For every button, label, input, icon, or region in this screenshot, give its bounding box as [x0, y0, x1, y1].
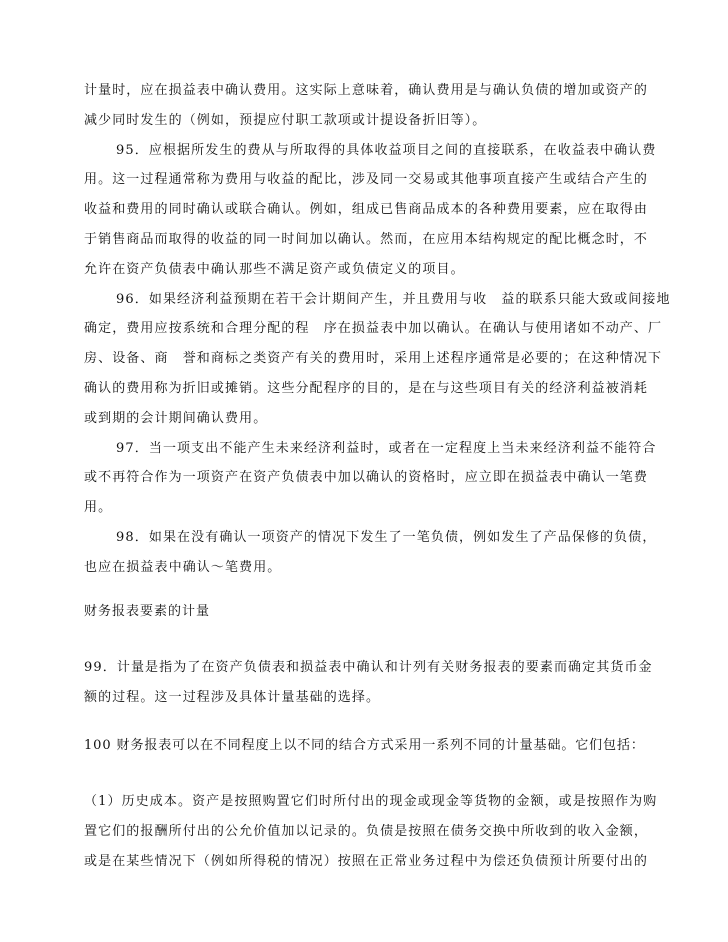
text-line: 于销售商品而取得的收益的同一时间加以确认。然而，在应用本结构规定的配比概念时，不: [84, 231, 649, 247]
text-line: 计量时，应在损益表中确认费用。这实际上意味着，确认费用是与确认负债的增加或资产的: [84, 83, 649, 98]
text-line: 置它们的报酬所付出的公允价值加以记录的。负债是按照在债务交换中所收到的收入金额，: [84, 823, 649, 839]
paragraph-97-line: 97．当一项支出不能产生未来经济利益时，或者在一定程度上当未来经济利益不能符合: [116, 440, 657, 456]
paragraph-95-line: 95．应根据所发生的费从与所取得的具体收益项目之间的直接联系，在收益表中确认费: [116, 142, 657, 158]
text-line: 也应在损益表中确认～笔费用。: [84, 559, 282, 575]
text-line: 允许在资产负债表中确认那些不满足资产或负债定义的项目。: [84, 261, 465, 277]
text-line: 额的过程。这一过程涉及具体计量基础的选择。: [84, 689, 381, 705]
text-line: 或是在某些情况下（例如所得税的情况）按照在正常业务过程中为偿还负债预计所要付出的: [84, 853, 649, 869]
text-line: 确认的费用称为折旧或摊销。这些分配程序的目的，是在与这些项目有关的经济利益被消耗: [84, 380, 649, 396]
text-line: 收益和费用的同时确认或联合确认。例如，组成已售商品成本的各种费用要素，应在取得由: [84, 202, 649, 218]
paragraph-100: [84, 731, 644, 761]
text-line: 确定，费用应按系统和合理分配的程 序在损益表中加以确认。在确认与使用诸如不动产、厂: [84, 321, 663, 337]
text-line: 99．计量是指为了在资产负债表和损益表中确认和计列有关财务报表的要素而确定其货币金: [84, 660, 653, 675]
paragraph-96-line: 96．如果经济利益预期在若干会计期间产生，并且费用与收 益的联系只能大致或间接地: [116, 291, 671, 307]
text-line: 房、设备、商 誉和商标之类资产有关的费用时，采用上述程序通常是必要的；在这种情况下: [84, 351, 663, 367]
section-heading-block: [84, 597, 644, 627]
paragraph-99: [84, 653, 653, 713]
paragraph-100-item-1: [84, 787, 658, 876]
text-line: 或不再符合作为一项资产在资产负债表中加以确认的资格时，应立即在损益表中确认一笔费: [84, 470, 649, 486]
text-line: 减少同时发生的（例如，预提应付职工款项或计提设备折旧等）。: [84, 112, 487, 128]
text-line: 用。这一过程通常称为费用与收益的配比，涉及同一交易或其他事项直接产生或结合产生的: [84, 172, 649, 188]
text-line: 用。: [84, 500, 113, 516]
text-line: 或到期的会计期间确认费用。: [84, 410, 268, 426]
section-heading: 财务报表要素的计量: [84, 604, 211, 619]
text-line: （1）历史成本。资产是按照购置它们时所付出的现金或现金等货物的金额，或是按照作为购: [84, 794, 658, 809]
paragraph-98-line: 98．如果在没有确认一项资产的情况下发生了一笔负债，例如发生了产品保修的负债，: [116, 529, 657, 545]
text-line: 100 财务报表可以在不同程度上以不同的结合方式采用一系列不同的计量基础。它们包括：: [84, 738, 645, 753]
paragraph-group-recognition: [84, 76, 671, 583]
